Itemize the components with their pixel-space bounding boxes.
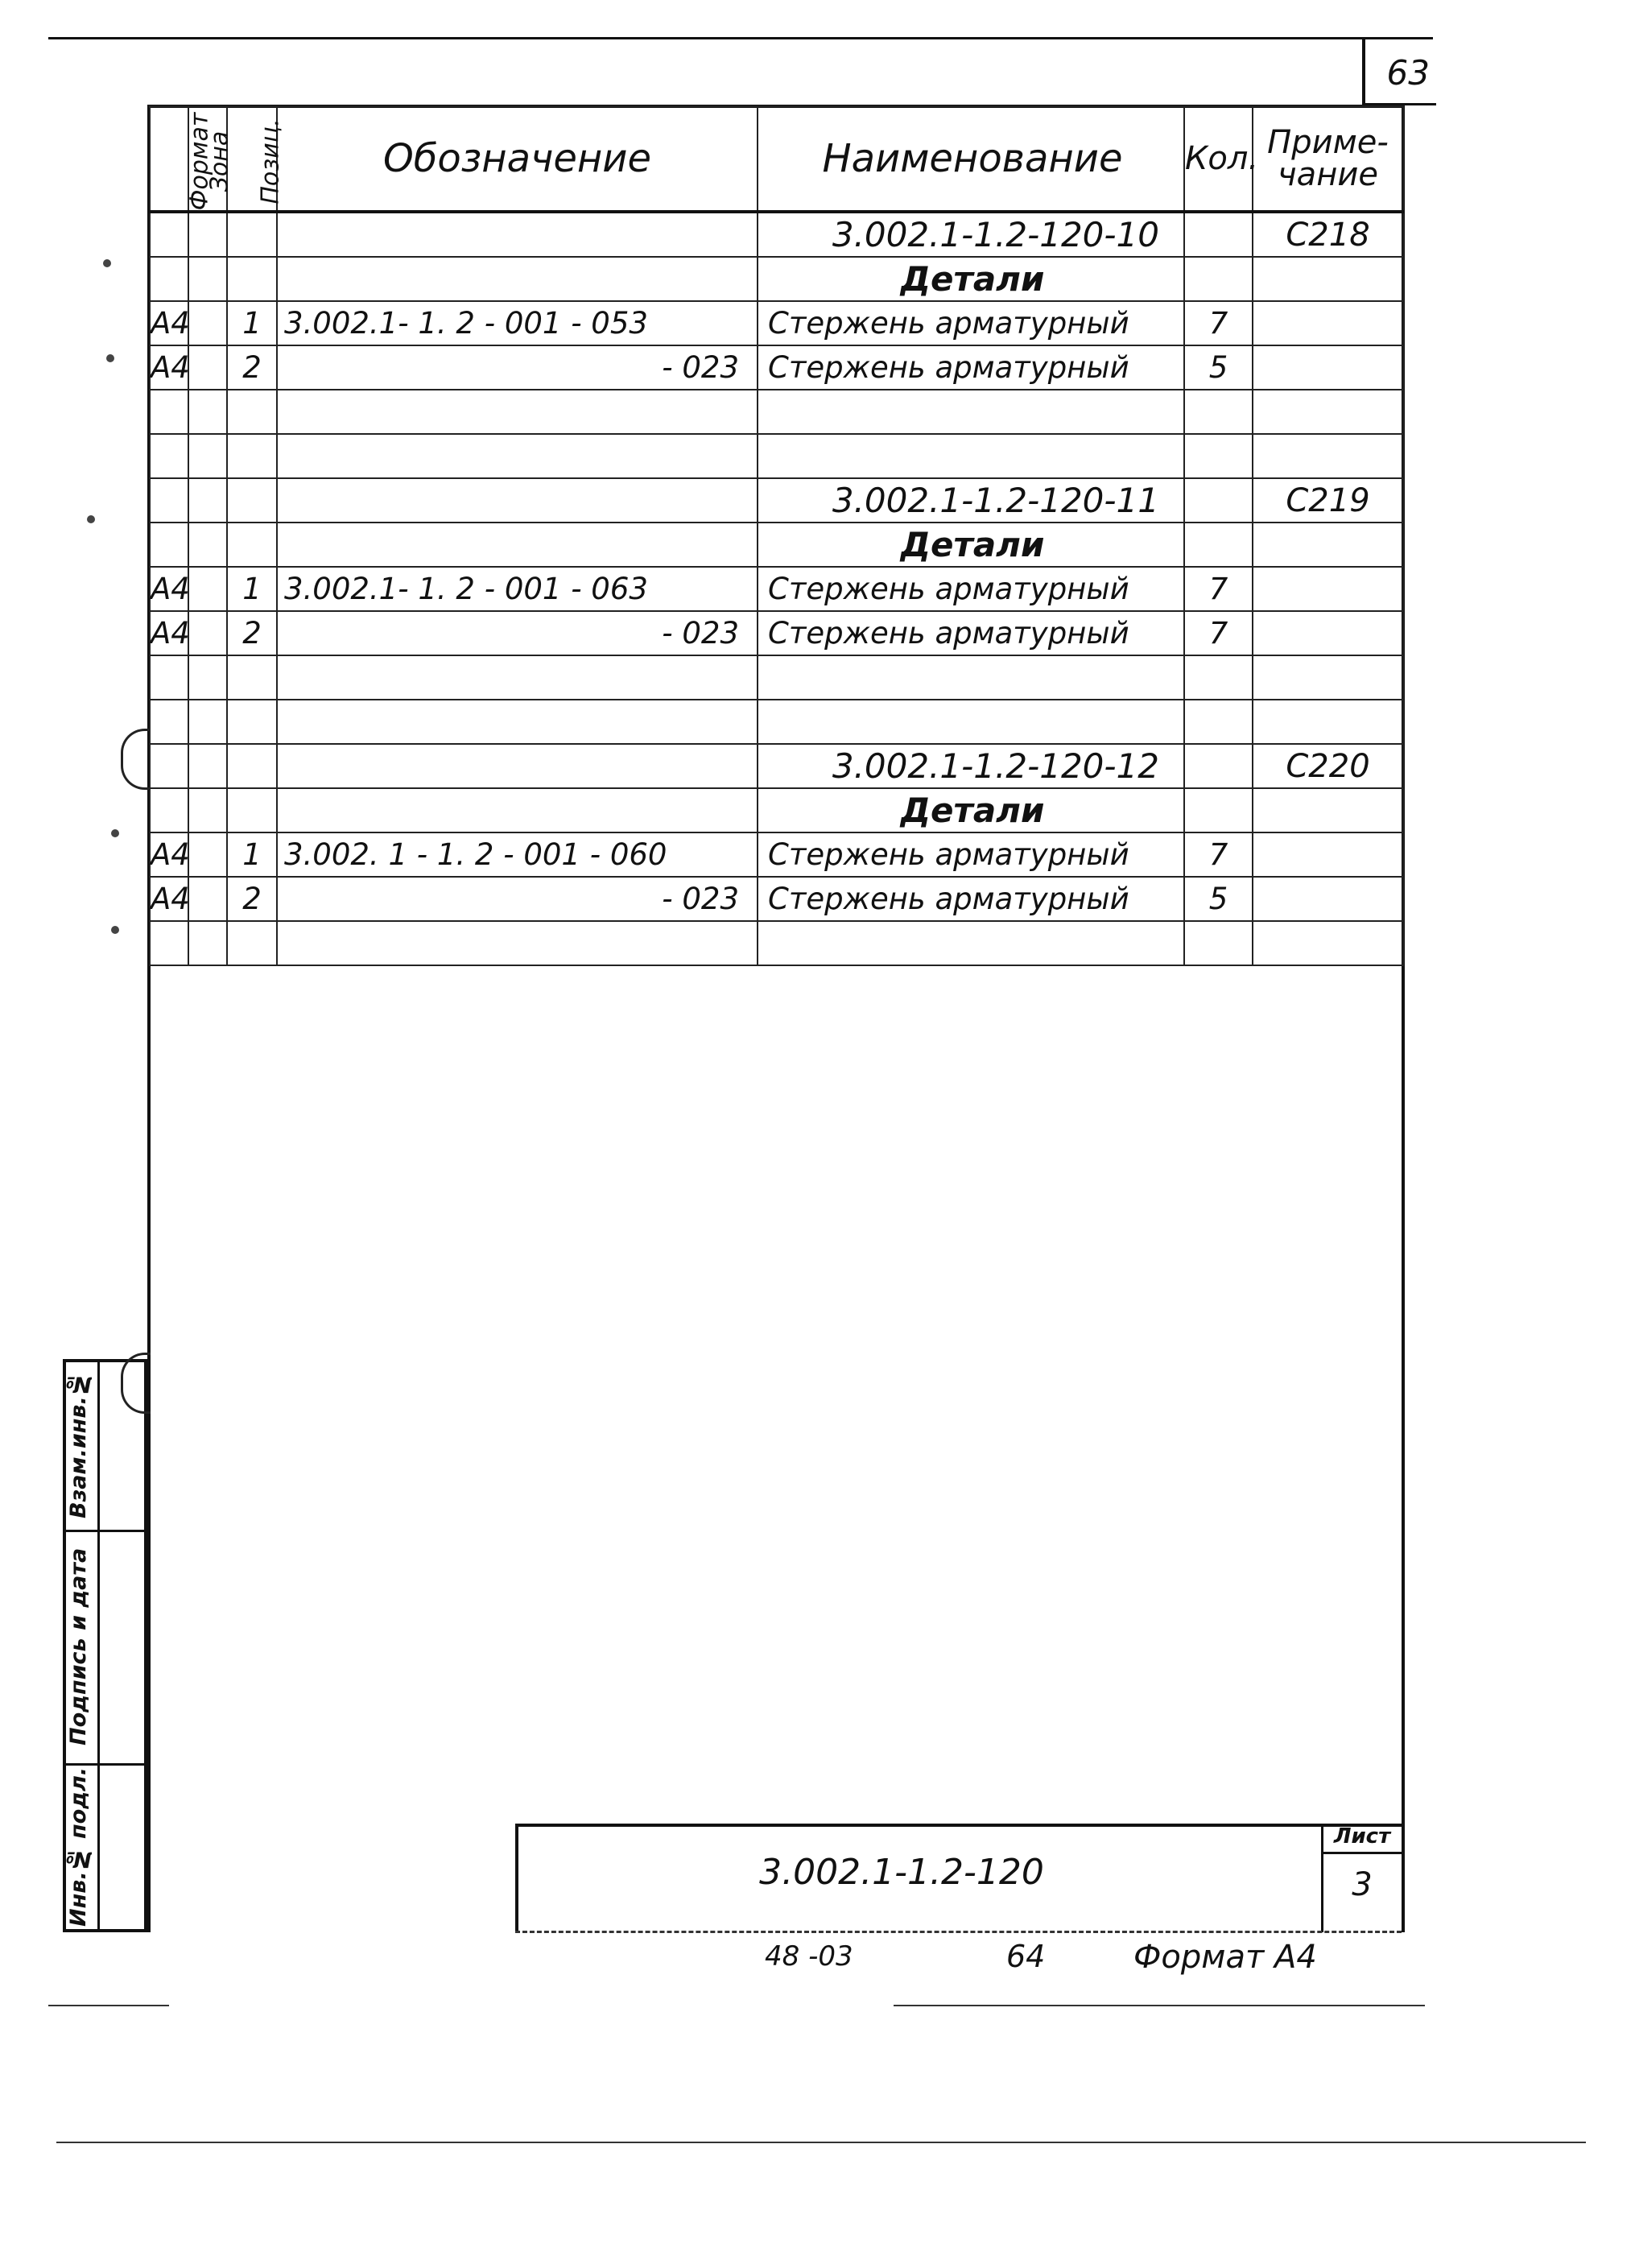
cell-designation-text: - 023: [662, 350, 739, 385]
cell-designation: [277, 345, 758, 390]
cell-note: [1253, 921, 1403, 965]
cell-qty: [1184, 345, 1253, 390]
cell-note: [1253, 345, 1403, 390]
cell-format: [150, 832, 188, 877]
table-row: [150, 832, 1403, 877]
cell-name: [758, 567, 1184, 611]
cell-name-text: Стержень арматурный: [768, 350, 1129, 385]
cell-note: [1253, 700, 1403, 744]
sheet-number-box: [1362, 37, 1436, 105]
footer-order-number: 48 -03: [765, 1940, 853, 1973]
cell-zone: [188, 832, 227, 877]
cell-position: [227, 345, 277, 390]
cell-designation: [277, 434, 758, 478]
table-row: [150, 700, 1403, 744]
cell-format: [150, 434, 188, 478]
stamp-label-vzam-inv: Взам.инв.№: [66, 1371, 91, 1519]
cell-designation-text: 3.002.1- 1. 2 - 001 - 063: [284, 572, 648, 606]
cell-zone: [188, 434, 227, 478]
cell-format-text: А4: [151, 306, 190, 341]
cell-zone: [188, 567, 227, 611]
cell-qty: [1184, 212, 1253, 257]
table-row: [150, 523, 1403, 567]
cell-qty: [1184, 788, 1253, 832]
cell-position: [227, 832, 277, 877]
cell-format: [150, 877, 188, 921]
cell-note: [1253, 434, 1403, 478]
cell-format: [150, 700, 188, 744]
cell-designation: [277, 877, 758, 921]
cell-qty: [1184, 301, 1253, 345]
cell-zone: [188, 700, 227, 744]
sheet-list-label: Лист: [1333, 1824, 1391, 1849]
cell-position-text: 2: [242, 350, 262, 385]
cell-designation: [277, 257, 758, 301]
cell-position: [227, 301, 277, 345]
cell-position: [227, 788, 277, 832]
cell-format: [150, 921, 188, 965]
stamp-label-inv-podl: Инв.№ подл.: [66, 1766, 91, 1927]
cell-note: [1253, 257, 1403, 301]
cell-qty: [1184, 523, 1253, 567]
table-row: [150, 567, 1403, 611]
cell-format: [150, 345, 188, 390]
cell-name: [758, 655, 1184, 700]
cell-position: [227, 567, 277, 611]
cell-qty: [1184, 744, 1253, 788]
cell-name-text: Стержень арматурный: [768, 616, 1129, 651]
cell-note: [1253, 523, 1403, 567]
cell-note: [1253, 788, 1403, 832]
cell-name: [758, 390, 1184, 434]
cell-name-text: 3.002.1-1.2-120-12: [832, 746, 1159, 786]
cell-format-text: А4: [151, 616, 190, 651]
cell-zone: [188, 345, 227, 390]
table-row: [150, 788, 1403, 832]
header-designation: Обозначение: [277, 106, 758, 212]
cell-name: [758, 877, 1184, 921]
cell-qty: [1184, 921, 1253, 965]
cell-note: [1253, 478, 1403, 523]
cell-note-text: С220: [1286, 747, 1370, 785]
dot-mark: [111, 926, 119, 934]
cell-qty: [1184, 611, 1253, 655]
cell-name: [758, 345, 1184, 390]
cell-note: [1253, 301, 1403, 345]
cell-name: [758, 301, 1184, 345]
cell-designation: [277, 611, 758, 655]
cell-name: [758, 257, 1184, 301]
cell-designation: [277, 390, 758, 434]
cell-qty: [1184, 434, 1253, 478]
cell-format: [150, 788, 188, 832]
cell-designation: [277, 921, 758, 965]
cell-note: [1253, 390, 1403, 434]
sheet-number: 63: [1386, 53, 1430, 93]
cell-designation-text: - 023: [662, 882, 739, 916]
sheet-list-number: 3: [1352, 1866, 1373, 1903]
cell-designation: [277, 700, 758, 744]
cell-qty: [1184, 655, 1253, 700]
header-qty: Кол.: [1184, 106, 1253, 212]
cell-qty-text: 5: [1208, 350, 1228, 385]
table-row: [150, 478, 1403, 523]
stamp-label-signature-date: Подпись и дата: [66, 1547, 91, 1745]
cell-format: [150, 257, 188, 301]
cell-position-text: 2: [242, 616, 262, 651]
cell-name-text: Стержень арматурный: [768, 882, 1129, 916]
cell-format: [150, 567, 188, 611]
cell-qty-text: 7: [1208, 616, 1228, 651]
cell-designation: [277, 301, 758, 345]
table-row: [150, 921, 1403, 965]
table-row: [150, 345, 1403, 390]
cell-format-text: А4: [151, 837, 190, 872]
cell-name-text: Детали: [900, 525, 1045, 564]
cell-position: [227, 744, 277, 788]
cell-zone: [188, 655, 227, 700]
cell-qty: [1184, 567, 1253, 611]
cell-designation: [277, 523, 758, 567]
scan-line: [894, 2005, 1425, 2006]
header-position: Позиц.: [227, 106, 277, 212]
dot-mark: [111, 829, 119, 837]
cell-note-text: С218: [1286, 216, 1370, 254]
cell-zone: [188, 611, 227, 655]
cell-name: [758, 212, 1184, 257]
dot-mark: [103, 259, 111, 267]
footer-format: Формат А4: [1133, 1939, 1317, 1976]
cell-designation-text: 3.002.1- 1. 2 - 001 - 053: [284, 306, 648, 341]
table-row: [150, 434, 1403, 478]
cell-name-text: Детали: [900, 259, 1045, 299]
cell-format: [150, 523, 188, 567]
cell-qty: [1184, 390, 1253, 434]
cell-qty: [1184, 478, 1253, 523]
cell-designation: [277, 832, 758, 877]
cell-designation: [277, 744, 758, 788]
sheet-list-divider: [1321, 1852, 1402, 1854]
cell-name: [758, 478, 1184, 523]
cell-format: [150, 744, 188, 788]
cell-position-text: 2: [242, 882, 262, 916]
cell-zone: [188, 212, 227, 257]
cell-zone: [188, 744, 227, 788]
cell-zone: [188, 788, 227, 832]
cell-designation: [277, 212, 758, 257]
footer-page-number: 64: [1006, 1939, 1046, 1974]
cell-position: [227, 921, 277, 965]
dot-mark: [106, 354, 114, 362]
cell-name-text: Стержень арматурный: [768, 572, 1129, 606]
cell-designation-text: 3.002. 1 - 1. 2 - 001 - 060: [284, 837, 667, 872]
cell-note: [1253, 877, 1403, 921]
cell-name-text: Детали: [900, 791, 1045, 830]
cell-name: [758, 832, 1184, 877]
cell-name: [758, 611, 1184, 655]
cell-position: [227, 877, 277, 921]
header-name: Наименование: [758, 106, 1184, 212]
punch-hole-mark: [121, 729, 151, 790]
table-row: [150, 611, 1403, 655]
cell-qty-text: 7: [1208, 837, 1228, 872]
cell-note: [1253, 655, 1403, 700]
cell-format: [150, 611, 188, 655]
cell-position-text: 1: [242, 306, 262, 341]
cell-format: [150, 478, 188, 523]
cell-designation: [277, 567, 758, 611]
cell-zone: [188, 523, 227, 567]
cell-zone: [188, 301, 227, 345]
cell-position: [227, 434, 277, 478]
cell-name-text: Стержень арматурный: [768, 306, 1129, 341]
cell-designation: [277, 655, 758, 700]
title-block-code: 3.002.1-1.2-120: [759, 1852, 1044, 1893]
cell-zone: [188, 257, 227, 301]
table-row: [150, 301, 1403, 345]
cell-qty-text: 5: [1208, 882, 1228, 916]
cell-position-text: 1: [242, 572, 262, 606]
cell-format: [150, 212, 188, 257]
bottom-frame-line: [515, 1931, 1402, 1933]
cell-name-text: 3.002.1-1.2-120-11: [832, 481, 1159, 520]
cell-format: [150, 390, 188, 434]
cell-note: [1253, 212, 1403, 257]
cell-zone: [188, 478, 227, 523]
cell-position: [227, 478, 277, 523]
header-zone: Зона: [188, 106, 227, 212]
cell-designation: [277, 478, 758, 523]
cell-format: [150, 301, 188, 345]
cell-note: [1253, 567, 1403, 611]
cell-name: [758, 434, 1184, 478]
table-row: [150, 877, 1403, 921]
cell-name-text: Стержень арматурный: [768, 837, 1129, 872]
cell-name: [758, 523, 1184, 567]
cell-position: [227, 212, 277, 257]
top-border-line: [48, 37, 1433, 39]
header-format: Формат: [150, 106, 188, 212]
header-note: Приме- чание: [1253, 106, 1403, 212]
cell-designation-text: - 023: [662, 616, 739, 651]
cell-zone: [188, 390, 227, 434]
scan-line: [48, 2005, 169, 2006]
scan-line: [56, 2142, 1586, 2143]
cell-position: [227, 611, 277, 655]
cell-format-text: А4: [151, 882, 190, 916]
table-header-row: [150, 106, 1403, 212]
cell-position: [227, 257, 277, 301]
cell-position: [227, 390, 277, 434]
cell-qty: [1184, 700, 1253, 744]
cell-zone: [188, 921, 227, 965]
cell-position-text: 1: [242, 837, 262, 872]
cell-note-text: С219: [1286, 481, 1370, 519]
cell-name: [758, 744, 1184, 788]
cell-note: [1253, 832, 1403, 877]
cell-name: [758, 921, 1184, 965]
cell-zone: [188, 877, 227, 921]
table-row: [150, 744, 1403, 788]
cell-qty: [1184, 877, 1253, 921]
cell-format-text: А4: [151, 572, 190, 606]
cell-note: [1253, 611, 1403, 655]
table-row: [150, 212, 1403, 257]
cell-name-text: 3.002.1-1.2-120-10: [832, 215, 1159, 254]
cell-name: [758, 788, 1184, 832]
cell-position: [227, 523, 277, 567]
table-row: [150, 257, 1403, 301]
cell-designation: [277, 788, 758, 832]
punch-hole-mark: [121, 1353, 151, 1414]
cell-format: [150, 655, 188, 700]
cell-note: [1253, 744, 1403, 788]
cell-position: [227, 655, 277, 700]
cell-name: [758, 700, 1184, 744]
cell-qty: [1184, 257, 1253, 301]
dot-mark: [87, 515, 95, 523]
cell-qty-text: 7: [1208, 572, 1228, 606]
table-row: [150, 390, 1403, 434]
cell-qty: [1184, 832, 1253, 877]
table-row: [150, 655, 1403, 700]
specification-table: [149, 105, 1404, 966]
cell-format-text: А4: [151, 350, 190, 385]
cell-qty-text: 7: [1208, 306, 1228, 341]
cell-position: [227, 700, 277, 744]
